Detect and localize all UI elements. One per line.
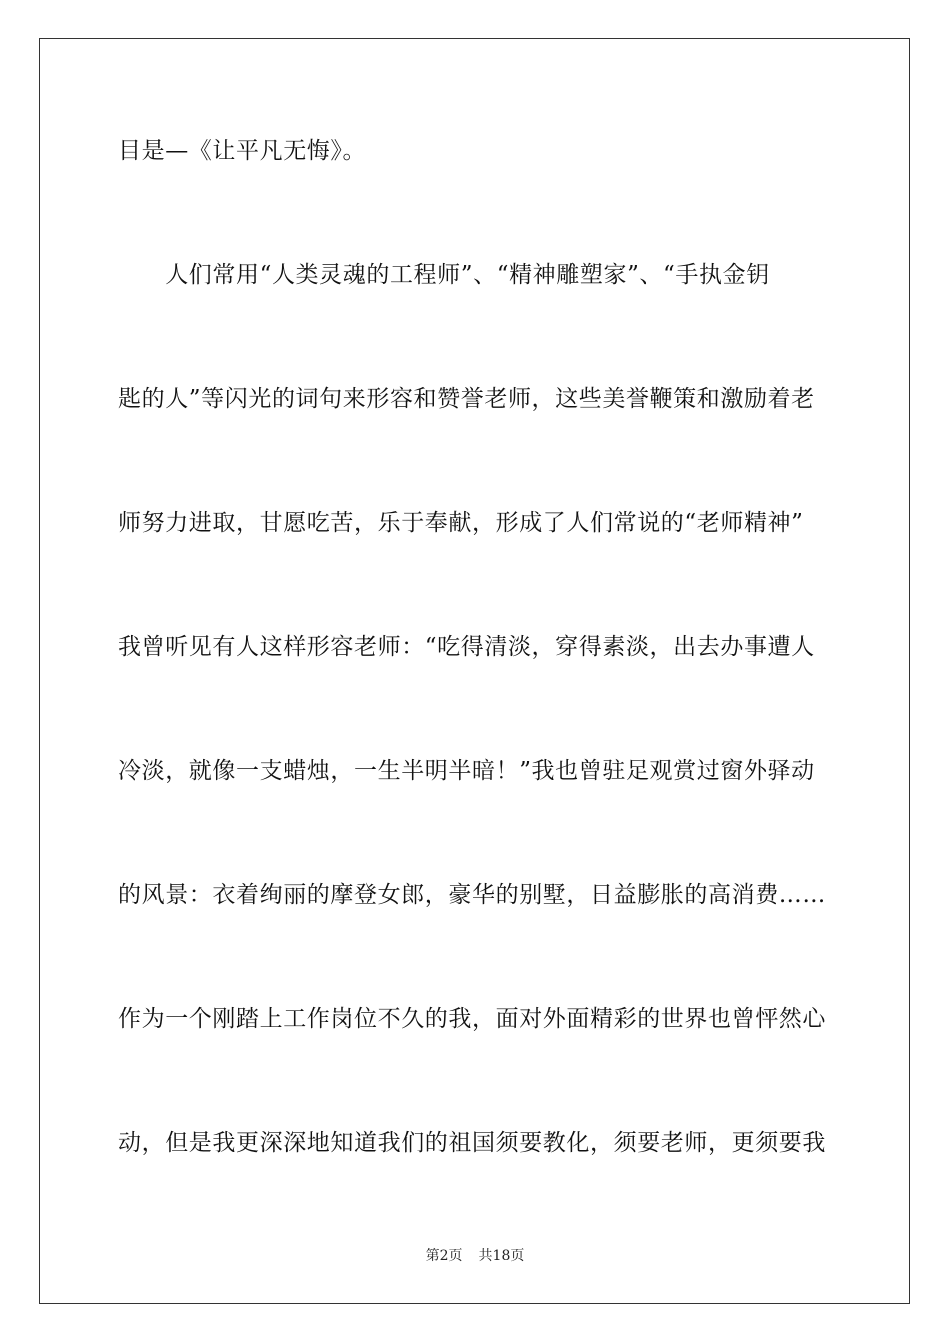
text-line: 作为一个刚踏上工作岗位不久的我，面对外面精彩的世界也曾怦然心 bbox=[118, 1006, 826, 1032]
page-number: 第2页 bbox=[425, 1248, 463, 1264]
page-border bbox=[39, 38, 910, 1304]
text-line: 的风景：衣着绚丽的摩登女郎，豪华的别墅，日益膨胀的高消费…… bbox=[118, 882, 826, 908]
page-total: 共18页 bbox=[478, 1248, 525, 1264]
page-footer bbox=[0, 1246, 950, 1266]
text-line: 人们常用“人类灵魂的工程师”、“精神雕塑家”、“手执金钥 bbox=[118, 262, 770, 288]
text-line: 目是—《让平凡无悔》。 bbox=[118, 138, 367, 164]
text-line: 匙的人”等闪光的词句来形容和赞誉老师，这些美誉鞭策和激励着老 bbox=[118, 386, 815, 412]
text-line: 我曾听见有人这样形容老师：“吃得清淡，穿得素淡，出去办事遭人 bbox=[118, 634, 815, 660]
text-line: 冷淡，就像一支蜡烛，一生半明半暗！”我也曾驻足观赏过窗外驿动 bbox=[118, 758, 815, 784]
text-line: 动，但是我更深深地知道我们的祖国须要教化，须要老师，更须要我 bbox=[118, 1130, 826, 1156]
text-line: 师努力进取，甘愿吃苦，乐于奉献，形成了人们常说的“老师精神” bbox=[118, 510, 804, 536]
